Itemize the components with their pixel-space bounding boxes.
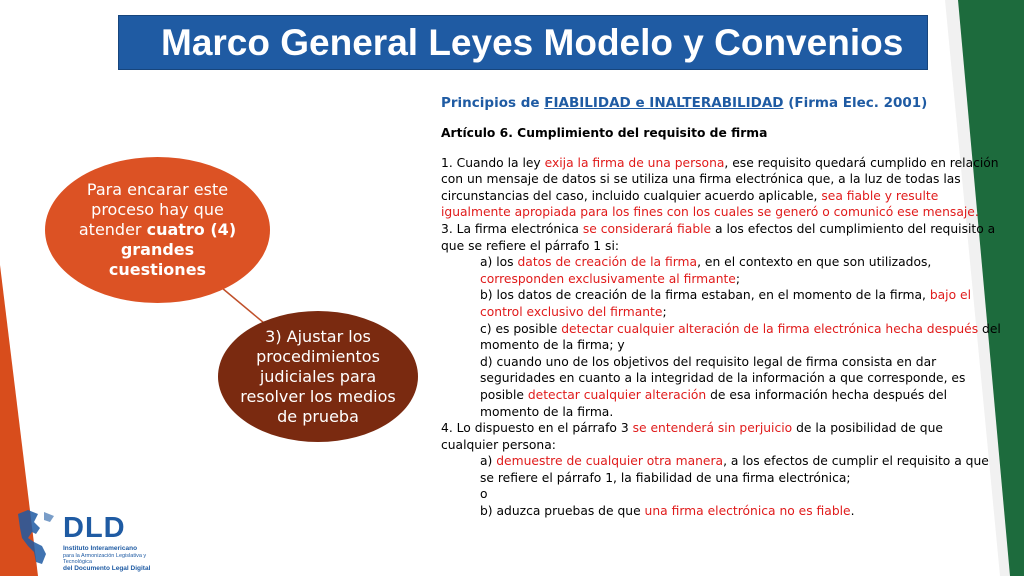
logo-wordmark: DLD (63, 512, 126, 544)
heading-pre: Principios de (441, 95, 545, 111)
i-a-c: , en el contexto en que son utilizados, (697, 255, 932, 270)
logo-line-1: Instituto Interamericano (63, 545, 138, 552)
article-content (441, 94, 1001, 520)
principles-heading (441, 94, 1001, 112)
americas-map-icon (14, 508, 62, 566)
spacer (441, 112, 1001, 125)
article-title: Artículo 6. Cumplimiento del requisito de firma (441, 126, 768, 140)
j-b-c: . (850, 504, 855, 519)
ellipse-issues (45, 157, 270, 303)
item-3b (441, 287, 1001, 320)
logo-line-3: del Documento Legal Digital (63, 564, 151, 572)
slide-title: Marco General Leyes Modelo y Convenios (161, 22, 904, 63)
i-d-a: d) cuando uno de los objetivos del requisito legal de firma consista en dar seguridades en cuanto a la integridad de la información a que corresponde, es posible (480, 354, 966, 402)
i-b-a: b) los datos de creación de la firma estaban, en el momento de la firma, (480, 288, 930, 303)
item-4b (441, 503, 1001, 520)
connector-line (222, 288, 264, 323)
paragraph-1 (441, 155, 1001, 221)
p4-c: de la posibilidad de que cualquier persona: (441, 421, 943, 452)
j-a-a: a) (480, 454, 497, 469)
j-b-b: una firma electrónica no es fiable (644, 504, 851, 519)
i-a-a: a) los (480, 255, 518, 270)
heading-post: (Firma Elec. 2001) (783, 95, 928, 111)
paragraph-4 (441, 420, 1001, 453)
ellipse-issues-text (75, 180, 240, 280)
logo-line-2: para la Armonización Legislativa y Tecnológica (63, 552, 147, 565)
item-4a (441, 453, 1001, 486)
i-c-b: detectar cualquier alteración de la firma electrónica hecha después (561, 321, 979, 336)
paragraph-3 (441, 221, 1001, 254)
j-a-b: demuestre de cualquier otra manera (496, 454, 724, 469)
p4-b: se entenderá sin perjuicio (632, 421, 793, 436)
i-d-b: detectar cualquier alteración (527, 387, 707, 402)
i-a-d: corresponden exclusivamente al firmante (480, 271, 736, 286)
p3-c: a los efectos del cumplimiento del requisito a que se refiere el párrafo 1 si: (441, 221, 996, 253)
ellipse-issues-lead: Para encarar este proceso hay que atender (78, 180, 229, 239)
p3-b: se considerará fiable (582, 221, 712, 236)
p1-b: exija la firma de una persona (544, 155, 725, 170)
ellipse-procedures (218, 311, 418, 442)
p1-a: 1. Cuando la ley (441, 155, 545, 170)
j-a-c: , a los efectos de cumplir el requisito a que se refiere el párrafo 1, la fiabilidad de una firma electrónica; (480, 454, 989, 485)
i-c-c: del momento de la firma; y (480, 321, 1001, 353)
i-a-b: datos de creación de la firma (517, 255, 698, 270)
p1-c: , ese requisito quedará cumplido en relación con un mensaje de datos si se utiliza una firma electrónica que, a la luz de todas las circunstancias del caso, incluido cualquier acuerdo aplicable, (441, 155, 999, 203)
item-3d (441, 354, 1001, 420)
item-3c (441, 321, 1001, 354)
spacer (441, 142, 1001, 155)
j-b-a: b) aduzca pruebas de que (480, 504, 645, 519)
ellipse-issues-bold: cuatro (4) grandes cuestiones (108, 220, 237, 279)
i-b-b: bajo el control exclusivo del firmante (480, 288, 972, 319)
i-a-e: ; (735, 271, 741, 286)
logo-subtitle (63, 546, 153, 572)
p4-a: 4. Lo dispuesto en el párrafo 3 (441, 421, 633, 436)
item-4-or: o (480, 487, 488, 502)
i-d-c: de esa información hecha después del momento de la firma. (480, 387, 948, 419)
item-3a (441, 254, 1001, 287)
heading-underlined: FIABILIDAD e INALTERABILIDAD (544, 95, 784, 111)
p3-a: 3. La firma electrónica (441, 221, 583, 236)
dld-logo (14, 508, 151, 572)
p1-d: sea fiable y resulte igualmente apropiada para los fines con los cuales se generó o comunicó ese mensaje. (441, 188, 979, 220)
i-b-c: ; (662, 304, 667, 319)
i-c-a: c) es posible (480, 321, 562, 336)
ellipse-procedures-text: 3) Ajustar los procedimientos judiciales para resolver los medios de prueba (240, 326, 396, 426)
